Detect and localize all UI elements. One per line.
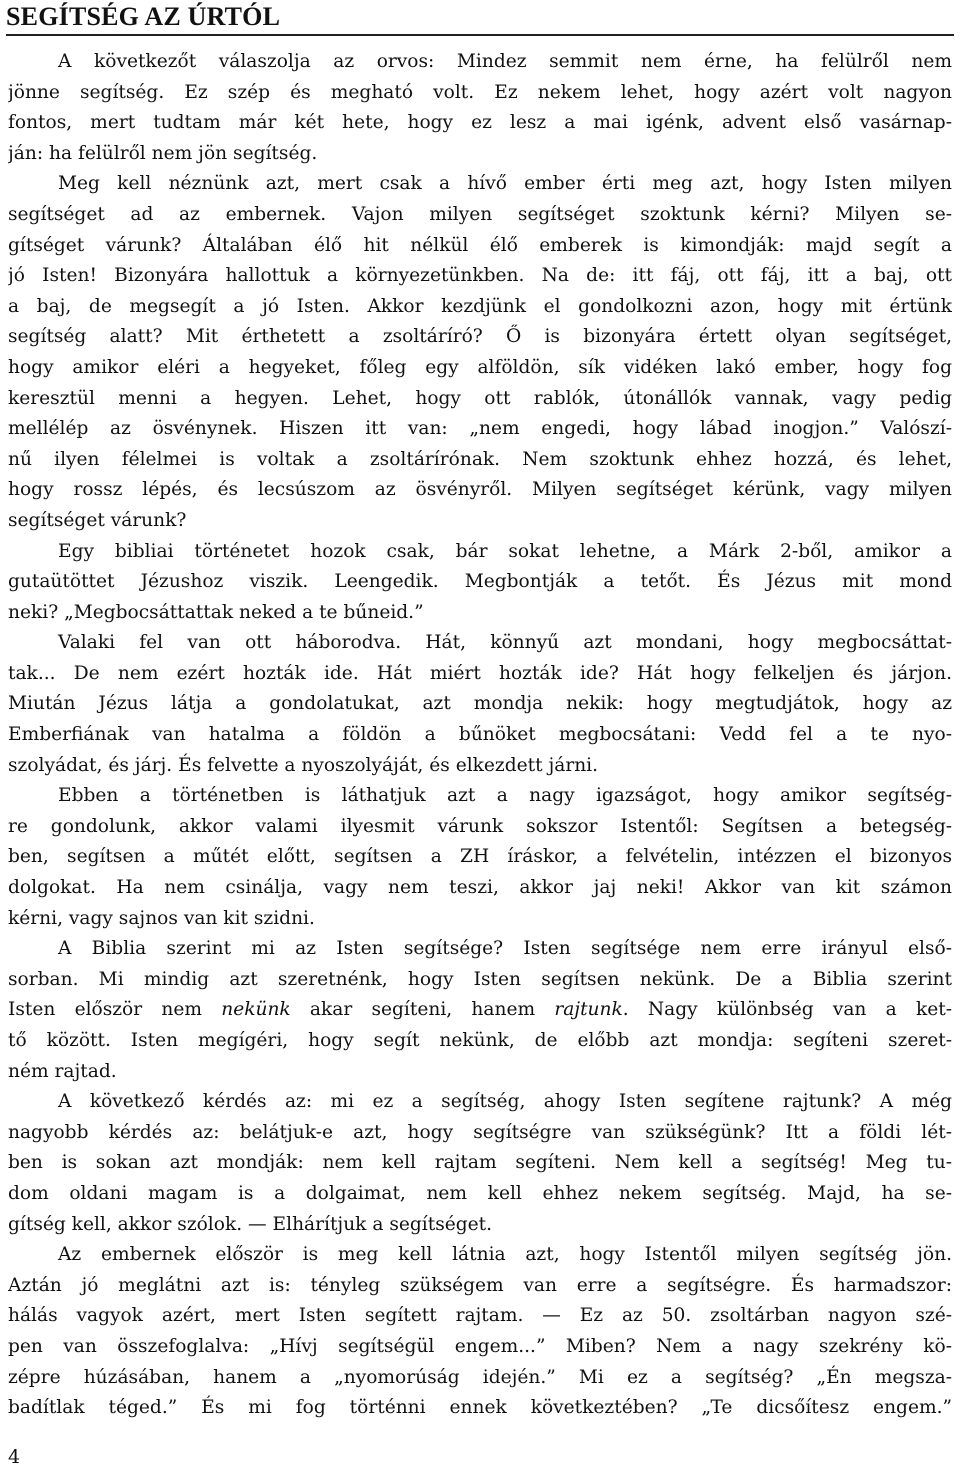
- text-run: Miután Jézus látja a gondolatukat, azt mondja nekik: hogy megtudjátok, hogy az: [8, 693, 952, 715]
- text-run: hogy amikor eléri a hegyeket, főleg egy alföldön, sík vidéken lakó ember, hogy fog: [8, 356, 952, 378]
- text-line: [8, 1332, 952, 1363]
- text-line: [8, 842, 952, 873]
- text-run: kérni, vagy sajnos van kit szidni.: [8, 907, 315, 929]
- text-run: Az embernek először is meg kell látnia azt, hogy Istentől milyen segítség jön.: [58, 1244, 952, 1266]
- text-line: [8, 47, 952, 78]
- emphasis: rajtunk: [554, 999, 623, 1021]
- text-run: jó Isten! Bizonyára hallottuk a környezetünkben. Na de: itt fáj, ott fáj, itt a baj, ott: [8, 265, 952, 287]
- text-run: Meg kell néznünk azt, mert csak a hívő ember érti meg azt, hogy Isten milyen: [58, 173, 952, 195]
- text-run: Egy bibliai történetet hozok csak, bár sokat lehetne, a Márk 2-ből, amikor a: [58, 540, 952, 562]
- text-run: Ebben a történetben is láthatjuk azt a nagy igazságot, hogy amikor segítség-: [58, 785, 952, 807]
- text-run: A következőt válaszolja az orvos: Mindez semmit nem érne, ha felülről nem: [58, 51, 952, 72]
- text-run: segítség alatt? Mit érthetett a zsoltáríró? Ő is bizonyára értett olyan segítséget,: [8, 326, 952, 348]
- text-run: jönne segítség. Ez szép és megható volt. Ez nekem lehet, hogy azért volt nagyon: [8, 81, 952, 103]
- text-run: gítséget várunk? Általában élő hit nélkül élő emberek is kimondják: majd segít a: [8, 234, 952, 256]
- text-run: A Biblia szerint mi az Isten segítsége? Isten segítsége nem erre irányul első-: [58, 938, 952, 960]
- text-run: szolyádat, és járj. És felvette a nyoszolyáját, és elkezdett járni.: [8, 754, 599, 776]
- text-line: [8, 475, 952, 506]
- text-line: [8, 689, 952, 720]
- text-line: [8, 1301, 952, 1332]
- text-line: [8, 781, 952, 812]
- text-line: [8, 1363, 952, 1394]
- text-run: nagyobb kérdés az: belátjuk-e azt, hogy segítségre van szükségünk? Itt a földi lét-: [8, 1121, 952, 1143]
- text-run: segítséget várunk?: [8, 509, 187, 531]
- text-line: [8, 384, 952, 415]
- text-run: segítséget ad az embernek. Vajon milyen segítséget szoktunk kérni? Milyen se-: [8, 203, 952, 225]
- text-line: [8, 292, 952, 323]
- text-line: [8, 1240, 952, 1271]
- text-run: sorban. Mi mindig azt szeretnénk, hogy Isten segítsen nekünk. De a Biblia szerint: [8, 968, 952, 990]
- text-run: a baj, de megsegít a jó Isten. Akkor kezdjünk el gondolkozni azon, hogy mit értünk: [8, 295, 952, 317]
- text-run: tő között. Isten megígéri, hogy segít nekünk, de előbb azt mondja: segíteni szeret-: [8, 1030, 952, 1051]
- text-line: [8, 659, 952, 690]
- text-line: [8, 537, 952, 568]
- text-line: [8, 598, 952, 629]
- text-line: [8, 720, 952, 751]
- chapter-title: SEGÍTSÉG AZ ÚRTÓL: [6, 2, 954, 36]
- text-line: [8, 231, 952, 262]
- text-run: mellélép az ösvénynek. Hiszen itt van: „nem engedi, hogy lábad inogjon.” Valószí-: [8, 418, 952, 440]
- text-line: [8, 261, 952, 292]
- text-run: ben, segítsen a műtét előtt, segítsen a ZH íráskor, a felvételin, intézzen el bizonyos: [8, 846, 952, 868]
- emphasis: nekünk: [221, 999, 291, 1021]
- text-run: keresztül menni a hegyen. Lehet, hogy ott rablók, útonállók vannak, vagy pedig: [8, 387, 952, 409]
- text-run: fontos, mert tudtam már két hete, hogy ez lesz a mai igénk, advent első vasárnap-: [8, 112, 952, 134]
- text-line: [8, 139, 952, 170]
- text-line: [8, 1271, 952, 1302]
- text-line: [8, 1118, 952, 1149]
- text-run: A következő kérdés az: mi ez a segítség, ahogy Isten segítene rajtunk? A még: [58, 1091, 952, 1113]
- text-run: tak... De nem ezért hozták ide. Hát miért hozták ide? Hát hogy felkeljen és járjon.: [8, 662, 952, 684]
- text-line: [8, 1057, 952, 1088]
- text-line: [8, 506, 952, 537]
- text-run: ném rajtad.: [8, 1060, 117, 1082]
- text-line: [8, 751, 952, 782]
- text-run: hálás vagyok azért, mert Isten segített rajtam. — Ez az 50. zsoltárban nagyon szé-: [8, 1305, 952, 1327]
- text-line: [8, 322, 952, 353]
- text-line: [8, 995, 952, 1026]
- text-line: [8, 353, 952, 384]
- text-line: [8, 108, 952, 139]
- text-run: Valaki fel van ott háborodva. Hát, könnyű azt mondani, hogy megbocsáttat-: [58, 632, 952, 654]
- text-line: [8, 873, 952, 904]
- text-line: [8, 965, 952, 996]
- text-run: Isten először nem: [8, 999, 222, 1021]
- page-number: 4: [8, 1446, 21, 1468]
- text-line: [8, 1087, 952, 1118]
- text-line: [8, 200, 952, 231]
- text-run: zépre húzásában, hanem a „nyomorúság idején.” Mi ez a segítség? „Én megsza-: [8, 1366, 952, 1388]
- text-line: [8, 1026, 952, 1057]
- text-line: [8, 1179, 952, 1210]
- text-line: [8, 934, 952, 965]
- text-run: nű ilyen félelmei is voltak a zsoltárírónak. Nem szoktunk ehhez hozzá, és lehet,: [8, 448, 952, 470]
- text-run: pen van összefoglalva: „Hívj segítségül engem...” Miben? Nem a nagy szekrény kö-: [8, 1335, 952, 1357]
- text-line: [8, 445, 952, 476]
- text-line: [8, 1210, 952, 1241]
- text-run: akar segíteni, hanem: [290, 999, 555, 1021]
- text-run: ben is sokan azt mondják: nem kell rajtam segíteni. Nem kell a segítség! Meg tu-: [8, 1152, 952, 1174]
- text-run: neki? „Megbocsáttattak neked a te bűneid.”: [8, 601, 424, 623]
- text-line: [8, 567, 952, 598]
- text-run: . Nagy különbség van a ket-: [622, 999, 952, 1021]
- text-run: ján: ha felülről nem jön segítség.: [8, 142, 318, 164]
- text-line: [8, 169, 952, 200]
- text-run: gítség kell, akkor szólok. — Elhárítjuk a segítséget.: [8, 1213, 493, 1235]
- text-run: hogy rossz lépés, és lecsúszom az ösvényről. Milyen segítséget kérünk, vagy milyen: [8, 479, 952, 501]
- text-line: [8, 1393, 952, 1424]
- text-line: [8, 904, 952, 935]
- text-line: [8, 1148, 952, 1179]
- text-line: [8, 628, 952, 659]
- text-run: gutaütöttet Jézushoz viszik. Leengedik. Megbontják a tetőt. És Jézus mit mond: [8, 571, 952, 593]
- text-run: Emberfiának van hatalma a földön a bűnöket megbocsátani: Vedd fel a te nyo-: [8, 724, 952, 746]
- text-run: Aztán jó meglátni azt is: tényleg szükségem van erre a segítségre. És harmadszor:: [8, 1274, 952, 1296]
- body-text: [8, 47, 952, 1424]
- text-line: [8, 78, 952, 109]
- text-line: [8, 812, 952, 843]
- text-run: dolgokat. Ha nem csinálja, vagy nem teszi, akkor jaj neki! Akkor van kit számon: [8, 877, 952, 899]
- text-run: dom oldani magam is a dolgaimat, nem kell ehhez nekem segítség. Majd, ha se-: [8, 1182, 952, 1204]
- text-run: badítlak téged.” És mi fog történni ennek következtében? „Te dicsőítesz engem.”: [8, 1397, 952, 1419]
- text-line: [8, 414, 952, 445]
- text-run: re gondolunk, akkor valami ilyesmit várunk sokszor Istentől: Segítsen a betegség-: [8, 815, 952, 837]
